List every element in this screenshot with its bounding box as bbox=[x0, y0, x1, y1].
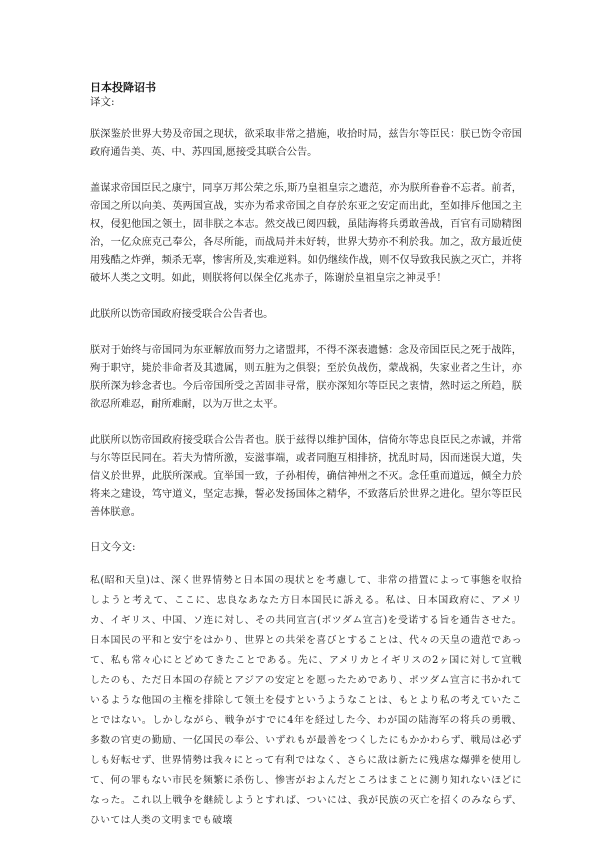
spacer bbox=[90, 162, 522, 180]
document-title: 日本投降诏书 bbox=[90, 81, 156, 94]
paragraph: 盖谋求帝国臣民之康宁，同享万邦公荣之乐,斯乃皇祖皇宗之遗范，亦为朕所眷眷不忘者。前者，帝国之所以向美、英两国宣战，实亦为希求帝国之自存於东亚之安定而出此，至如排斥他国之主权，侵犯他国之领土，固非朕之本志。然交战已阅四载，虽陆海将兵勇敢善战，百官有司励精图治，一亿众庶克己奉公，各尽所能，而战局并未好转，世界大势亦不利於我。加之，敌方最近使用残酷之炸弹，频杀无辜，惨害所及,实难逆料。如仍继续作战，则不仅导致我民族之灭亡，并将破坏人类之文明。如此，则朕将何以保全亿兆赤子，陈谢於皇祖皇宗之神灵乎！ bbox=[90, 183, 522, 284]
spacer bbox=[90, 414, 522, 432]
paragraph: 此朕所以饬帝国政府接受联合公告者也。 bbox=[90, 309, 274, 320]
spacer bbox=[90, 555, 522, 571]
spacer bbox=[90, 522, 522, 540]
japanese-paragraph: 私(昭和天皇)は、深く世界情勢と日本国の現状とを考慮して、非常の措置によって事態を収拾しようと考えて、ここに、忠良なあなた方日本国民に訴える。私は、日本国政府に、アメリカ、イギリス、中国、ソ连に対し、その共同宣言(ポツダム宣言)を受诺する旨を通告させた。日本国民の平和と安宁をはかり、世界との共栄を喜びとすることは、代々の天皇の遗范であって、私も常々心にとどめてきたことである。先に、アメリカとイギリスの2ヶ国に対して宣戦したのも、ただ日本国の存続とアジアの安定とを愿ったためであり、ポツダム宣言に书かれているような他国の主権を排除して领土を侵すというようなことは、もとより私の考えていたことではない。しかしながら、戦争がすでに4年を経过した今、わが国の陆海军の将兵の勇戦、多数の官吏の勤励、一亿国民の奉公、いずれもが最善をつくしたにもかかわらず、戦局は必ずしも好転せず、世界情勢は我々にとって有利ではなく、さらに敌は新たに残虐な爆弾を使用して、何の罪もない市民を频繁に杀伤し、惨害がおよんだところはまことに测り知れないほどになった。これ以上戦争を継続しようとすれば、ついには、我が民族の灭亡を招くのみならず、ひいては人类の文明までも破壊 bbox=[90, 575, 522, 826]
spacer bbox=[90, 110, 522, 126]
paragraph: 此朕所以饬帝国政府接受联合公告者也。朕于兹得以维护国体，信倚尔等忠良臣民之赤诚，并常与尔等臣民同在。若夫为情所激，妄滋事端，或者同胞互相排挤，扰乱时局，因而迷误大道，失信义於世界，此朕所深戒。宜举国一致，子孙相传，确信神州之不灭。念任重而道远，倾全力於将来之建设，笃守道义，坚定志操，誓必发扬国体之精华，不致落后於世界之进化。望尔等臣民善体朕意。 bbox=[90, 435, 522, 518]
spacer bbox=[90, 324, 522, 342]
translation-label: 译文: bbox=[90, 96, 115, 108]
spacer bbox=[90, 288, 522, 306]
paragraph: 朕对于始终与帝国同为东亚解放而努力之诸盟邦，不得不深表遗憾：念及帝国臣民之死于战阵，殉于职守，毙於非命者及其遗属，则五脏为之俱裂；至於负战伤，蒙战祸，失家业者之生计，亦朕所深为轸念者也。今后帝国所受之苦固非寻常，朕亦深知尔等臣民之衷情，然时运之所趋，朕欲忍所难忍，耐所难耐，以为万世之太平。 bbox=[90, 345, 522, 410]
document-page bbox=[90, 80, 522, 831]
japanese-label: 日文今文: bbox=[90, 541, 136, 553]
paragraph: 朕深鉴於世界大势及帝国之现状，欲采取非常之措施，收拾时局，兹告尔等臣民：朕已饬令帝国政府通告美、英、中、苏四国,愿接受其联合公告。 bbox=[90, 129, 522, 158]
